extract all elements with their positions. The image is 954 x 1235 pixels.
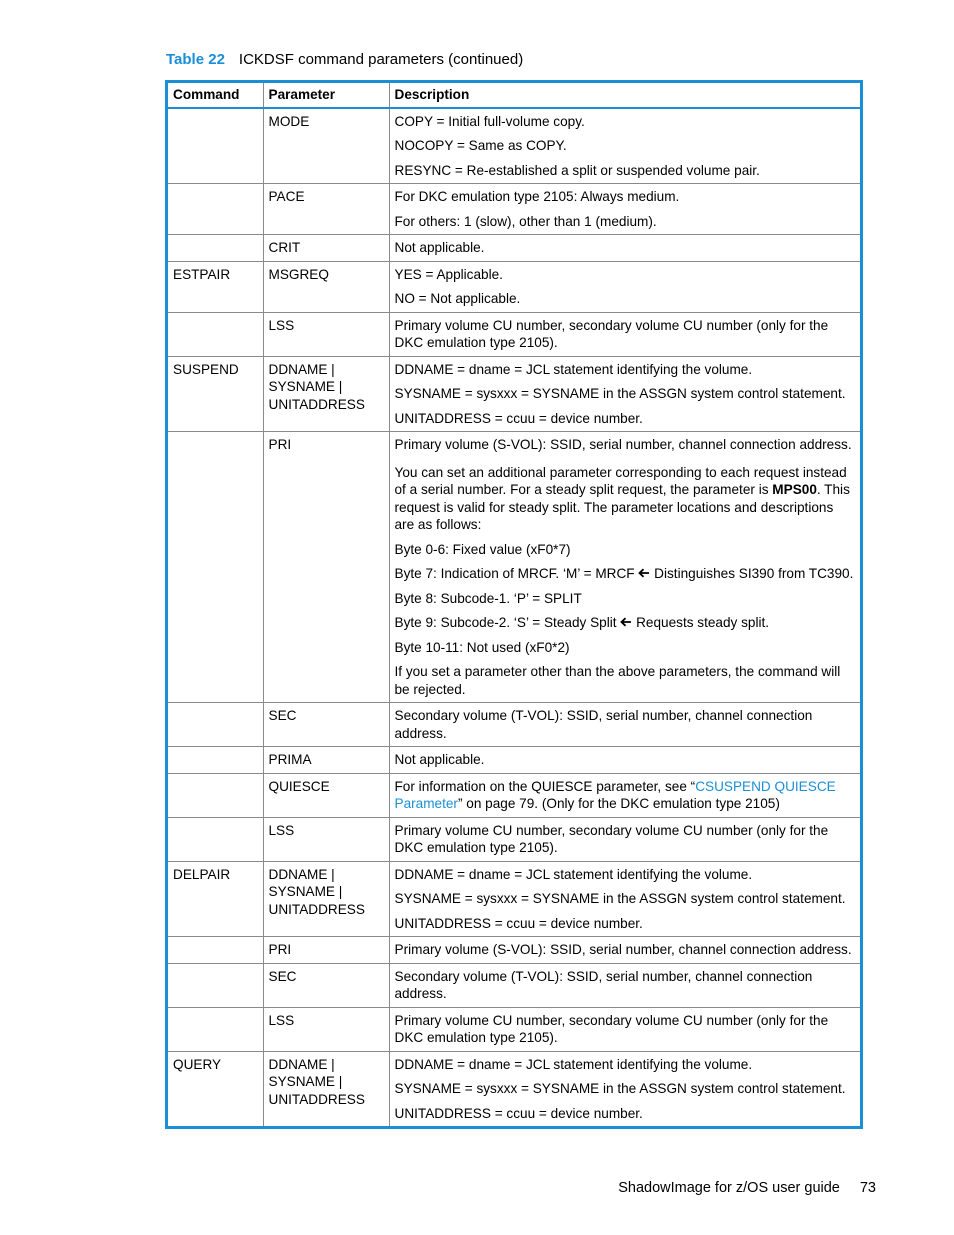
table-row — [168, 773, 860, 817]
description-cell — [389, 108, 860, 184]
description-paragraph — [395, 464, 856, 534]
description-cell — [389, 773, 860, 817]
parameter-line: UNITADDRESS — [268, 1091, 365, 1107]
table-row — [168, 235, 860, 262]
description-text: Requests steady split. — [636, 615, 770, 630]
parameter-cell: CRIT — [263, 235, 389, 262]
description-line: For DKC emulation type 2105: Always medium. — [394, 189, 680, 204]
parameter-cell: MODE — [263, 108, 389, 184]
parameter-cell: QUIESCE — [263, 773, 389, 817]
command-cell — [168, 937, 263, 964]
description-cell — [389, 703, 860, 747]
command-cell — [168, 432, 263, 703]
parameter-line: SYSNAME | — [268, 884, 343, 899]
parameter-cell: SEC — [263, 703, 389, 747]
parameter-line: DDNAME | — [268, 1056, 335, 1072]
command-cell — [168, 235, 263, 262]
description-line: Byte 10-11: Not used (xF0*2) — [394, 639, 570, 655]
header-parameter: Parameter — [263, 83, 389, 108]
description-cell — [389, 356, 860, 432]
description-cell — [389, 184, 860, 235]
command-cell: QUERY — [168, 1051, 263, 1126]
parameter-line: UNITADDRESS — [268, 396, 365, 412]
parameter-cell — [263, 356, 389, 432]
command-cell: SUSPEND — [168, 356, 263, 432]
description-line: Not applicable. — [394, 752, 485, 767]
command-cell — [168, 703, 263, 747]
description-cell — [389, 937, 860, 964]
description-line: UNITADDRESS = ccuu = device number. — [394, 915, 643, 931]
header-command: Command — [168, 83, 263, 108]
table-header-row — [168, 83, 860, 108]
description-line: NOCOPY = Same as COPY. — [394, 138, 567, 153]
steady-split-parameter: MPS00 — [772, 482, 817, 497]
command-cell — [168, 817, 263, 861]
parameter-line: SYSNAME | — [268, 379, 343, 394]
table-row — [168, 703, 860, 747]
description-line: COPY = Initial full-volume copy. — [394, 113, 585, 129]
description-line — [395, 614, 856, 632]
description-cell — [389, 432, 860, 703]
table-row — [168, 1051, 860, 1126]
description-line: Byte 8: Subcode-1. ‘P’ = SPLIT — [394, 590, 582, 606]
command-cell — [168, 184, 263, 235]
table-row — [168, 184, 860, 235]
parameter-cell: LSS — [263, 817, 389, 861]
description-text: ” on page 79. (Only for the DKC emulation type 2105) — [457, 796, 780, 811]
command-cell: ESTPAIR — [168, 261, 263, 312]
table-row — [168, 108, 860, 184]
description-line: Byte 0-6: Fixed value (xF0*7) — [394, 541, 571, 557]
description-text: Byte 7: Indication of MRCF. ‘M’ = MRCF — [394, 566, 639, 581]
description-line — [395, 565, 856, 583]
command-cell — [168, 108, 263, 184]
description-text: Distinguishes SI390 from TC390. — [654, 566, 854, 581]
table-row — [168, 432, 860, 703]
description-line: UNITADDRESS = ccuu = device number. — [394, 410, 643, 426]
description-line: RESYNC = Re-established a split or suspended volume pair. — [394, 162, 760, 178]
table-title: ICKDSF command parameters (continued) — [238, 51, 524, 68]
table-row — [168, 261, 860, 312]
description-line: SYSNAME = sysxxx = SYSNAME in the ASSGN system control statement. — [394, 891, 846, 906]
command-cell — [168, 312, 263, 356]
command-cell — [168, 963, 263, 1007]
parameter-line: UNITADDRESS — [268, 901, 365, 917]
page-number: 73 — [859, 1180, 876, 1196]
csuspend-quiesce-link[interactable]: CSUSPEND QUIESCE Parameter — [394, 778, 836, 811]
description-text: For information on the QUIESCE parameter, see “ — [394, 778, 696, 794]
description-text: . This request is valid for steady split. The parameter locations and descriptions are as follows: — [394, 482, 850, 532]
description-line: Primary volume CU number, secondary volume CU number (only for the DKC emulation type 2105). — [394, 1012, 829, 1045]
description-text: You can set an additional parameter corresponding to each request instead of a serial number. For a steady split request, the parameter is — [394, 464, 847, 497]
description-line: If you set a parameter other than the above parameters, the command will be rejected. — [394, 664, 841, 697]
parameter-line: SYSNAME | — [268, 1074, 343, 1089]
command-cell — [168, 773, 263, 817]
parameter-cell: SEC — [263, 963, 389, 1007]
description-line: UNITADDRESS = ccuu = device number. — [394, 1105, 643, 1121]
command-cell — [168, 747, 263, 774]
description-line: DDNAME = dname = JCL statement identifying the volume. — [394, 1056, 753, 1072]
table-number: Table 22 — [166, 51, 225, 68]
table-row — [168, 312, 860, 356]
arrow-left-icon — [620, 614, 632, 632]
description-cell — [389, 235, 860, 262]
description-cell — [389, 261, 860, 312]
parameter-cell: LSS — [263, 312, 389, 356]
parameter-cell: PRIMA — [263, 747, 389, 774]
table-row — [168, 937, 860, 964]
description-line: Secondary volume (T-VOL): SSID, serial number, channel connection address. — [394, 708, 813, 741]
description-cell — [389, 1051, 860, 1126]
description-line: Secondary volume (T-VOL): SSID, serial number, channel connection address. — [394, 968, 813, 1001]
description-text: Byte 9: Subcode-2. ‘S’ = Steady Split — [394, 615, 621, 630]
parameter-cell: PACE — [263, 184, 389, 235]
parameters-table — [165, 80, 863, 1129]
description-cell — [389, 747, 860, 774]
command-cell — [168, 1007, 263, 1051]
header-description: Description — [389, 83, 860, 108]
parameter-cell: PRI — [263, 432, 389, 703]
parameter-cell: LSS — [263, 1007, 389, 1051]
parameter-cell — [263, 861, 389, 937]
parameter-line: DDNAME | — [268, 361, 335, 377]
description-line: NO = Not applicable. — [394, 291, 521, 306]
parameter-cell: PRI — [263, 937, 389, 964]
guide-title: ShadowImage for z/OS user guide — [618, 1180, 840, 1196]
description-line: DDNAME = dname = JCL statement identifying the volume. — [394, 866, 753, 882]
description-line: YES = Applicable. — [394, 266, 503, 282]
description-line: Primary volume (S-VOL): SSID, serial number, channel connection address. — [394, 942, 852, 957]
table-row — [168, 747, 860, 774]
description-line: SYSNAME = sysxxx = SYSNAME in the ASSGN system control statement. — [394, 386, 846, 401]
description-line: Primary volume (S-VOL): SSID, serial number, channel connection address. — [394, 437, 852, 452]
parameter-cell — [263, 1051, 389, 1126]
description-line: DDNAME = dname = JCL statement identifying the volume. — [394, 361, 753, 377]
description-cell — [389, 312, 860, 356]
arrow-left-icon — [638, 565, 650, 583]
table-row — [168, 1007, 860, 1051]
parameter-cell: MSGREQ — [263, 261, 389, 312]
command-cell: DELPAIR — [168, 861, 263, 937]
description-paragraph — [395, 778, 856, 813]
page-footer — [0, 1180, 876, 1196]
description-line: Primary volume CU number, secondary volume CU number (only for the DKC emulation type 2105). — [394, 317, 829, 350]
table-caption — [166, 51, 523, 68]
description-cell — [389, 861, 860, 937]
description-cell — [389, 817, 860, 861]
description-cell — [389, 963, 860, 1007]
description-line: SYSNAME = sysxxx = SYSNAME in the ASSGN system control statement. — [394, 1081, 846, 1096]
description-line: For others: 1 (slow), other than 1 (medium). — [394, 213, 657, 229]
parameter-line: DDNAME | — [268, 866, 335, 882]
table-row — [168, 356, 860, 432]
table-row — [168, 817, 860, 861]
description-line: Not applicable. — [394, 240, 485, 255]
description-cell — [389, 1007, 860, 1051]
table-row — [168, 963, 860, 1007]
description-line: Primary volume CU number, secondary volume CU number (only for the DKC emulation type 2105). — [394, 822, 829, 855]
table-row — [168, 861, 860, 937]
